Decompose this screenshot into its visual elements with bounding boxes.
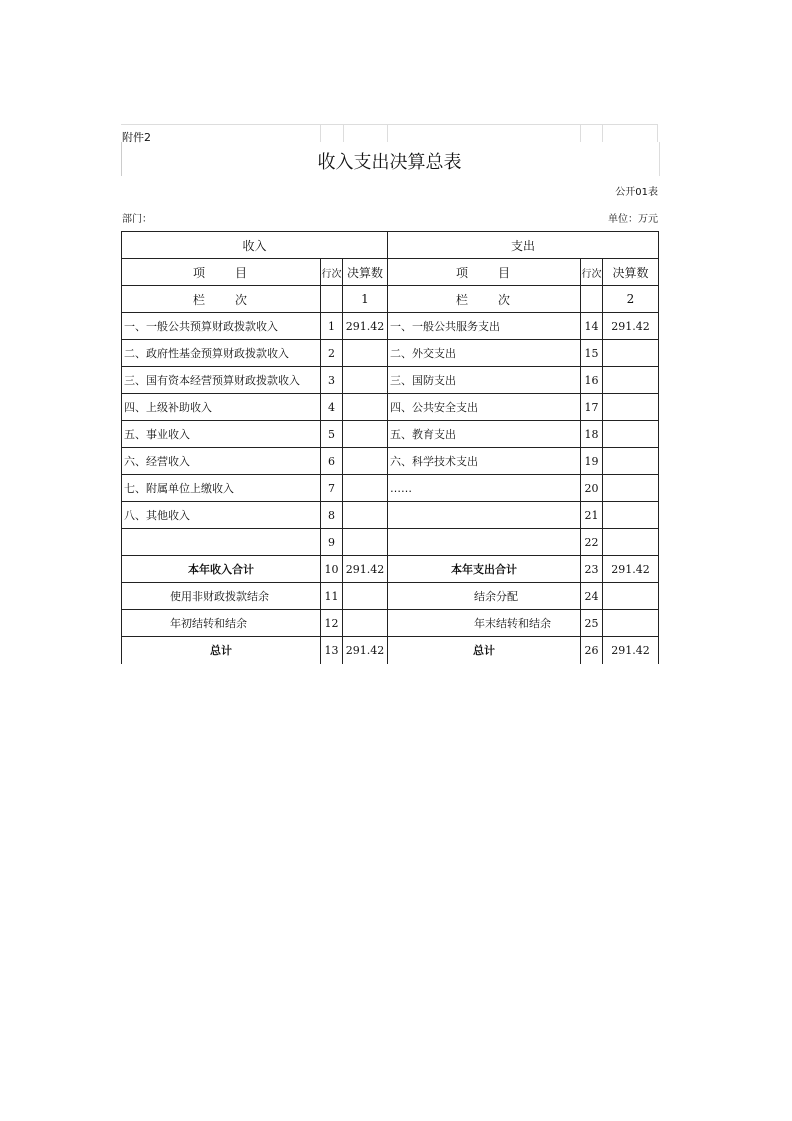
expense-line-no: 22 xyxy=(581,529,603,556)
expense-subtotal-label: 本年支出合计 xyxy=(388,556,581,583)
expense-line-header: 行次 xyxy=(581,259,603,286)
expense-item: 一、一般公共服务支出 xyxy=(388,313,581,340)
expense-line-no: 20 xyxy=(581,475,603,502)
income-line-no: 9 xyxy=(321,529,343,556)
expense-line-no: 19 xyxy=(581,448,603,475)
income-subtotal-amount: 291.42 xyxy=(343,556,388,583)
expense-amount xyxy=(603,340,659,367)
expense-column-number: 2 xyxy=(603,286,659,313)
income-total-amount: 291.42 xyxy=(343,637,388,664)
income-item: 二、政府性基金预算财政拨款收入 xyxy=(122,340,321,367)
expense-line-no: 14 xyxy=(581,313,603,340)
expense-total-label: 总计 xyxy=(388,637,581,664)
header-grid xyxy=(121,124,658,142)
table-row xyxy=(122,421,659,448)
table-row xyxy=(122,529,659,556)
expense-lanci-label: 栏次 xyxy=(388,286,581,313)
expense-amount: 291.42 xyxy=(603,313,659,340)
income-total-label: 总计 xyxy=(122,637,321,664)
income-amount xyxy=(343,529,388,556)
expense-lanci-line xyxy=(581,286,603,313)
table-row xyxy=(122,583,659,610)
income-item: 使用非财政拨款结余 xyxy=(122,583,321,610)
expense-item: …… xyxy=(388,475,581,502)
income-line-no: 13 xyxy=(321,637,343,664)
income-line-no: 2 xyxy=(321,340,343,367)
income-line-no: 7 xyxy=(321,475,343,502)
table-row xyxy=(122,340,659,367)
income-item: 年初结转和结余 xyxy=(122,610,321,637)
income-amount: 291.42 xyxy=(343,313,388,340)
total-row xyxy=(122,637,659,664)
income-item: 八、其他收入 xyxy=(122,502,321,529)
expense-line-no: 25 xyxy=(581,610,603,637)
income-lanci-label: 栏次 xyxy=(122,286,321,313)
expense-item xyxy=(388,502,581,529)
expense-item: 五、教育支出 xyxy=(388,421,581,448)
grid-line xyxy=(343,124,344,142)
expense-line-no: 26 xyxy=(581,637,603,664)
table-row xyxy=(122,313,659,340)
income-item: 三、国有资本经营预算财政拨款收入 xyxy=(122,367,321,394)
table-row xyxy=(122,367,659,394)
expense-amount xyxy=(603,448,659,475)
expense-item: 二、外交支出 xyxy=(388,340,581,367)
attachment-label: 附件2 xyxy=(122,131,151,144)
income-line-no: 12 xyxy=(321,610,343,637)
income-line-no: 6 xyxy=(321,448,343,475)
expense-item: 年末结转和结余 xyxy=(388,610,581,637)
income-item-header: 项目 xyxy=(122,259,321,286)
income-amount xyxy=(343,610,388,637)
table-row xyxy=(122,475,659,502)
income-amount xyxy=(343,502,388,529)
page-title: 收入支出决算总表 xyxy=(317,152,462,173)
income-amount xyxy=(343,583,388,610)
expense-line-no: 18 xyxy=(581,421,603,448)
expense-amount-header: 决算数 xyxy=(603,259,659,286)
expense-amount xyxy=(603,502,659,529)
income-amount xyxy=(343,475,388,502)
expense-amount xyxy=(603,367,659,394)
expense-line-no: 24 xyxy=(581,583,603,610)
income-amount xyxy=(343,367,388,394)
income-item: 七、附属单位上缴收入 xyxy=(122,475,321,502)
income-item: 五、事业收入 xyxy=(122,421,321,448)
grid-line xyxy=(121,124,658,125)
budget-table xyxy=(121,231,659,664)
income-line-no: 5 xyxy=(321,421,343,448)
income-amount xyxy=(343,421,388,448)
expense-subtotal-amount: 291.42 xyxy=(603,556,659,583)
expense-line-no: 17 xyxy=(581,394,603,421)
expense-item xyxy=(388,529,581,556)
expense-line-no: 23 xyxy=(581,556,603,583)
income-amount xyxy=(343,394,388,421)
expense-line-no: 21 xyxy=(581,502,603,529)
income-line-no: 3 xyxy=(321,367,343,394)
income-line-no: 11 xyxy=(321,583,343,610)
grid-line xyxy=(602,124,603,142)
income-header: 收入 xyxy=(122,232,388,259)
expense-item: 结余分配 xyxy=(388,583,581,610)
grid-line xyxy=(580,124,581,142)
section-header-row xyxy=(122,232,659,259)
income-lanci-line xyxy=(321,286,343,313)
grid-line xyxy=(320,124,321,142)
income-subtotal-label: 本年收入合计 xyxy=(122,556,321,583)
income-line-header: 行次 xyxy=(321,259,343,286)
table-row xyxy=(122,502,659,529)
expense-item: 三、国防支出 xyxy=(388,367,581,394)
expense-total-amount: 291.42 xyxy=(603,637,659,664)
income-item: 四、上级补助收入 xyxy=(122,394,321,421)
expense-item: 四、公共安全支出 xyxy=(388,394,581,421)
subtotal-row xyxy=(122,556,659,583)
column-number-row xyxy=(122,286,659,313)
income-item: 一、一般公共预算财政拨款收入 xyxy=(122,313,321,340)
expense-line-no: 16 xyxy=(581,367,603,394)
table-row xyxy=(122,610,659,637)
expense-amount xyxy=(603,421,659,448)
income-line-no: 10 xyxy=(321,556,343,583)
income-amount xyxy=(343,340,388,367)
income-amount-header: 决算数 xyxy=(343,259,388,286)
department-label: 部门： xyxy=(122,214,152,225)
income-line-no: 4 xyxy=(321,394,343,421)
expense-amount xyxy=(603,394,659,421)
income-item xyxy=(122,529,321,556)
income-column-number: 1 xyxy=(343,286,388,313)
expense-line-no: 15 xyxy=(581,340,603,367)
table-row xyxy=(122,448,659,475)
expense-item-header: 项目 xyxy=(388,259,581,286)
form-number: 公开01表 xyxy=(615,187,658,198)
expense-amount xyxy=(603,583,659,610)
income-line-no: 8 xyxy=(321,502,343,529)
expense-amount xyxy=(603,610,659,637)
income-item: 六、经营收入 xyxy=(122,448,321,475)
income-line-no: 1 xyxy=(321,313,343,340)
expense-amount xyxy=(603,475,659,502)
income-amount xyxy=(343,448,388,475)
grid-line xyxy=(657,124,658,142)
expense-amount xyxy=(603,529,659,556)
expense-item: 六、科学技术支出 xyxy=(388,448,581,475)
unit-label: 单位：万元 xyxy=(608,214,658,225)
grid-line xyxy=(387,124,388,142)
column-header-row xyxy=(122,259,659,286)
table-row xyxy=(122,394,659,421)
expense-header: 支出 xyxy=(388,232,659,259)
